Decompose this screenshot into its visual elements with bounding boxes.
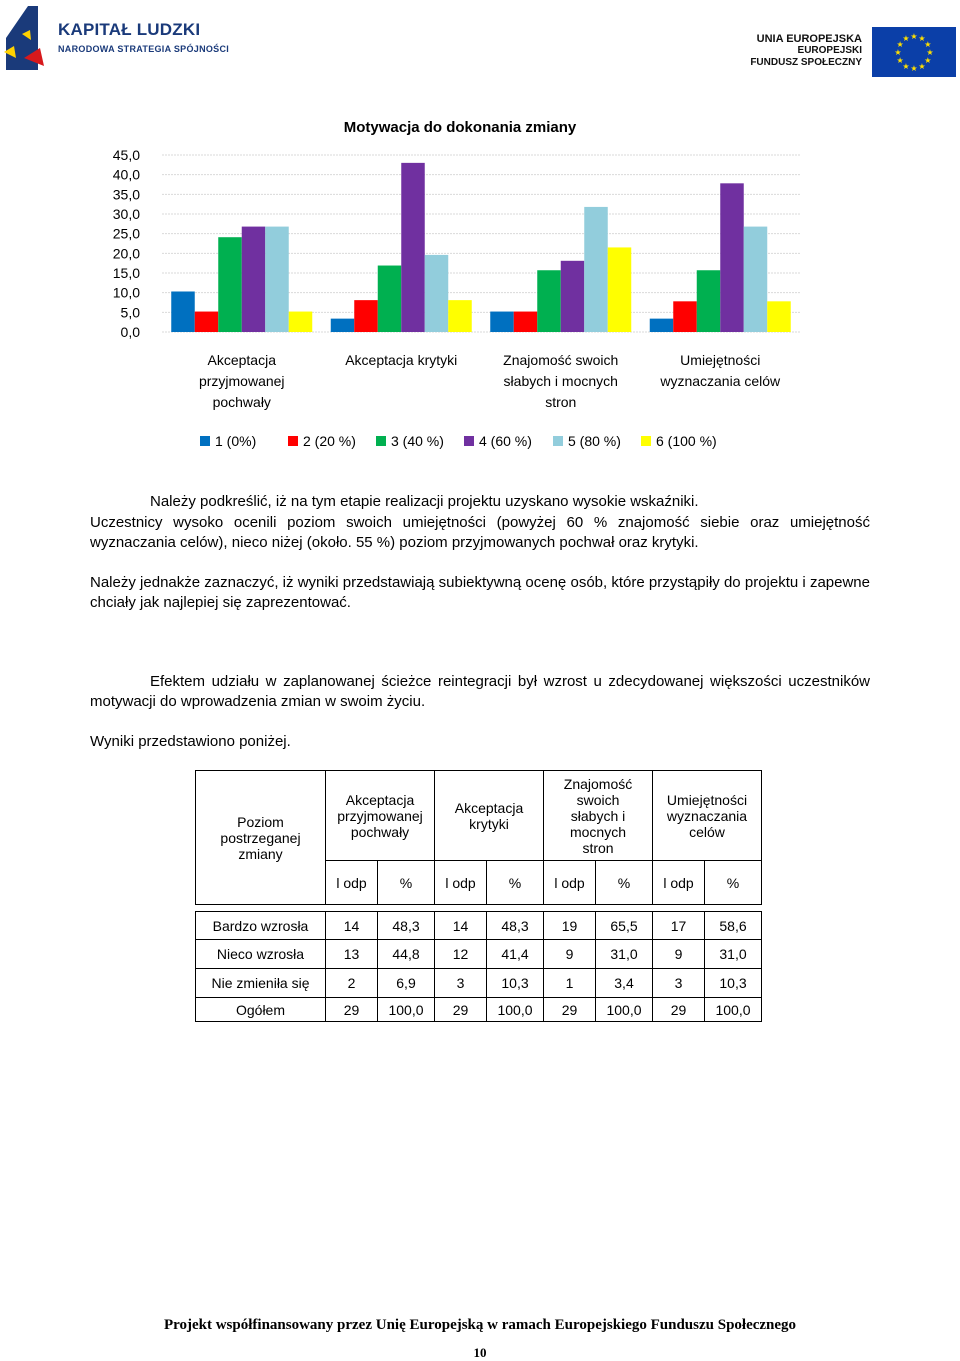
x-category-label-line: Akceptacja (207, 352, 276, 368)
table-cell: 31,0 (705, 940, 762, 969)
x-category-label-line: stron (545, 394, 577, 410)
eu-star-icon: ★ (902, 61, 910, 71)
table-row (196, 940, 762, 969)
chart-bar (608, 247, 632, 332)
chart-bar (331, 319, 355, 332)
table-corner-header: Poziom postrzeganej zmiany (196, 771, 326, 905)
paragraph-effect: Efektem udziału w zaplanowanej ścieżce reintegracji był wzrost u zdecydowanej większości uczestników motywacji do wprowadzenia zmian w swoim życiu. (90, 673, 870, 710)
table-cell: 100,0 (487, 998, 544, 1022)
chart-bar (171, 291, 195, 332)
table-row-label: Nie zmieniła się (196, 969, 326, 998)
chart-bar (744, 227, 768, 332)
chart-bar (514, 312, 538, 332)
results-table (195, 770, 762, 1022)
eu-star-icon: ★ (924, 56, 932, 65)
legend-swatch (376, 436, 386, 446)
table-cell: 13 (326, 940, 378, 969)
legend-swatch (464, 436, 474, 446)
y-tick-label: 20,0 (112, 245, 140, 262)
table-subheader-n: l odp (435, 861, 487, 905)
eu-line3: FUNDUSZ SPOŁECZNY (750, 57, 862, 68)
y-tick-label: 30,0 (112, 206, 140, 222)
chart-bar (265, 227, 289, 332)
legend-label: 2 (20 %) (303, 433, 356, 449)
table-cell: 44,8 (378, 940, 435, 969)
table-row-total (196, 998, 762, 1022)
eu-star-icon: ★ (918, 34, 926, 44)
x-category-label (659, 352, 781, 389)
x-category-label-line: Znajomość swoich (503, 352, 619, 368)
table-row-label: Bardzo wzrosła (196, 912, 326, 940)
table-row (196, 969, 762, 998)
y-tick-label: 45,0 (112, 147, 140, 163)
table-cell: 48,3 (487, 912, 544, 940)
y-tick-label: 0,0 (120, 324, 140, 340)
x-category-label-line: wyznaczania celów (660, 373, 781, 389)
legend-swatch (553, 436, 563, 446)
table-group-header-self-knowledge: Znajomość swoich słabych i mocnych stron (544, 771, 653, 861)
paragraph-subjective: Należy jednakże zaznaczyć, iż wyniki przedstawiają subiektywną ocenę osób, które przystąpiły do projektu i zapewne chciały jak najlepiej się zaprezentować. (90, 574, 870, 611)
table-cell: 29 (653, 998, 705, 1022)
table-cell: 10,3 (705, 969, 762, 998)
table-group-header-criticism: Akceptacja krytyki (435, 771, 544, 861)
chart-bar (242, 227, 266, 332)
paragraph-highlight: Należy podkreślić, iż na tym etapie realizacji projektu uzyskano wysokie wskaźniki. (150, 493, 699, 510)
eu-star-icon: ★ (902, 34, 910, 44)
x-category-label-line: pochwały (212, 394, 271, 410)
table-cell: 65,5 (596, 912, 653, 940)
table-subheader-n: l odp (544, 861, 596, 905)
paragraph-ratings: Uczestnicy wysoko ocenili poziom swoich umiejętności (powyżej 60 % znajomość siebie oraz umiejętność wyznaczania celów), nieco niżej (około. 55 %) poziom przyjmowanych pochwał oraz krytyki. (90, 514, 870, 551)
table-row-label: Nieco wzrosła (196, 940, 326, 969)
table-cell: 3 (435, 969, 487, 998)
table-cell: 14 (326, 912, 378, 940)
legend-label: 1 (0%) (215, 433, 257, 449)
x-category-label (199, 352, 285, 410)
chart-bar (537, 270, 561, 332)
table-cell: 48,3 (378, 912, 435, 940)
table-cell: 100,0 (596, 998, 653, 1022)
x-category-label-line: Umiejętności (680, 352, 761, 368)
table-subheader-pct: % (378, 861, 435, 905)
x-category-label-line: Akceptacja krytyki (345, 352, 458, 368)
table-subheader-pct: % (487, 861, 544, 905)
x-category-label-line: przyjmowanej (198, 373, 285, 389)
y-tick-label: 40,0 (112, 166, 140, 183)
table-cell: 100,0 (705, 998, 762, 1022)
logo-subtitle: NARODOWA STRATEGIA SPÓJNOŚCI (58, 44, 230, 54)
legend-label: 6 (100 %) (656, 433, 717, 449)
chart-bar (195, 312, 219, 332)
paragraph-results-intro: Wyniki przedstawiono poniżej. (90, 733, 291, 750)
eu-star-icon: ★ (924, 40, 932, 49)
page-number: 10 (473, 1345, 487, 1360)
x-category-label (345, 352, 457, 368)
table-group-header-praise: Akceptacja przyjmowanej pochwały (326, 771, 435, 861)
chart-bar (584, 207, 608, 332)
eu-label (750, 33, 862, 69)
table-cell: 29 (544, 998, 596, 1022)
x-category-label (503, 352, 618, 410)
footer-cofinancing-note: Projekt współfinansowany przez Unię Europejską w ramach Europejskiego Funduszu Społecznego (163, 1317, 797, 1333)
table-cell: 29 (435, 998, 487, 1022)
table-cell: 1 (544, 969, 596, 998)
table-cell: 29 (326, 998, 378, 1022)
table-subheader-n: l odp (653, 861, 705, 905)
chart-bar (401, 163, 425, 332)
table-spacer (196, 905, 762, 912)
table-cell: 14 (435, 912, 487, 940)
eu-star-icon: ★ (926, 48, 934, 57)
eu-star-icon: ★ (918, 61, 926, 71)
table-cell: 31,0 (596, 940, 653, 969)
table-cell: 6,9 (378, 969, 435, 998)
eu-flag-icon (872, 27, 956, 77)
table-cell: 17 (653, 912, 705, 940)
x-category-label-line: słabych i mocnych (503, 373, 618, 389)
table-row-label: Ogółem (196, 998, 326, 1022)
chart-bar (720, 183, 744, 332)
chart-bar (378, 266, 402, 332)
chart-bar (354, 300, 378, 332)
chart-bar (697, 270, 721, 332)
chart-bar (490, 312, 514, 332)
table-cell: 100,0 (378, 998, 435, 1022)
eu-star-icon: ★ (910, 32, 918, 41)
table-subheader-pct: % (596, 861, 653, 905)
eu-star-icon: ★ (896, 56, 904, 65)
table-cell: 2 (326, 969, 378, 998)
table-cell: 9 (653, 940, 705, 969)
table-cell: 3 (653, 969, 705, 998)
chart-bar (289, 312, 313, 332)
logo-title: KAPITAŁ LUDZKI (58, 20, 201, 39)
chart-bar (650, 319, 674, 332)
table-cell: 10,3 (487, 969, 544, 998)
table-cell: 41,4 (487, 940, 544, 969)
chart-title: Motywacja do dokonania zmiany (343, 119, 577, 136)
chart-bar (218, 237, 242, 332)
table-cell: 58,6 (705, 912, 762, 940)
legend-swatch (200, 436, 210, 446)
table-subheader-pct: % (705, 861, 762, 905)
eu-star-icon: ★ (896, 40, 904, 49)
y-tick-label: 10,0 (112, 284, 140, 301)
legend-label: 3 (40 %) (391, 433, 444, 449)
chart-bar (767, 301, 791, 332)
table-subheader-n: l odp (326, 861, 378, 905)
motivation-chart (100, 110, 820, 465)
eu-line2: EUROPEJSKI (797, 45, 862, 56)
y-tick-label: 15,0 (112, 265, 140, 281)
chart-bar (673, 301, 697, 332)
legend-swatch (288, 436, 298, 446)
legend-label: 4 (60 %) (479, 433, 532, 449)
table-group-header-goals: Umiejętności wyznaczania celów (653, 771, 762, 861)
table-cell: 12 (435, 940, 487, 969)
chart-bar (561, 261, 585, 332)
y-tick-label: 35,0 (112, 186, 140, 203)
table-cell: 9 (544, 940, 596, 969)
table-cell: 3,4 (596, 969, 653, 998)
chart-bar (448, 300, 472, 332)
chart-bar (425, 255, 449, 332)
legend-label: 5 (80 %) (568, 433, 621, 449)
eu-star-icon: ★ (894, 48, 902, 57)
table-row (196, 912, 762, 940)
eu-line1: UNIA EUROPEJSKA (756, 33, 862, 45)
table-cell: 19 (544, 912, 596, 940)
y-tick-label: 5,0 (120, 304, 140, 321)
legend-swatch (641, 436, 651, 446)
eu-star-icon: ★ (910, 64, 918, 73)
y-tick-label: 25,0 (112, 225, 140, 242)
